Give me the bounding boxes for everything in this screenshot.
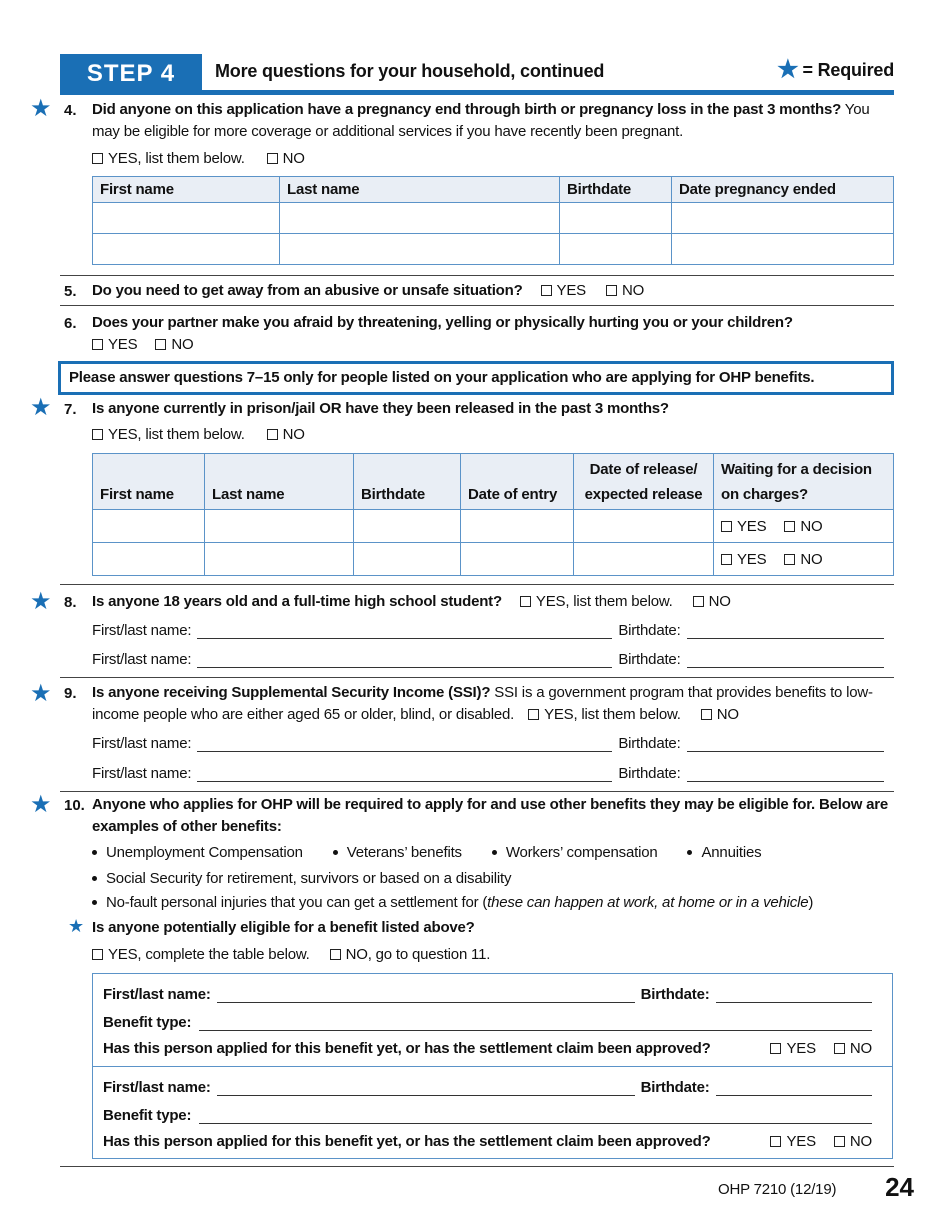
checkbox-icon[interactable] bbox=[267, 429, 278, 440]
row-yes-label: YES bbox=[786, 1133, 816, 1150]
q8-no-label: NO bbox=[708, 593, 731, 610]
checkbox-icon[interactable] bbox=[834, 1136, 845, 1147]
birthdate-label: Birthdate: bbox=[640, 986, 710, 1003]
applied-question: Has this person applied for this benefit yet, or has the settlement claim been approved? bbox=[103, 1040, 711, 1057]
birthdate-label: Birthdate: bbox=[618, 765, 681, 782]
table-row bbox=[93, 203, 894, 234]
q4-yes-option[interactable] bbox=[92, 150, 245, 167]
benefit-applied-row bbox=[103, 1040, 872, 1057]
table-cell[interactable] bbox=[574, 543, 714, 576]
birthdate-field[interactable] bbox=[716, 987, 872, 1003]
birthdate-field[interactable] bbox=[687, 766, 884, 782]
col-last-name: Last name bbox=[205, 454, 354, 510]
name-field[interactable] bbox=[197, 766, 612, 782]
row-no-label: NO bbox=[849, 1133, 872, 1150]
q9-no-option[interactable] bbox=[701, 706, 739, 723]
table-cell[interactable] bbox=[93, 203, 280, 234]
page-title: More questions for your household, continued bbox=[215, 61, 605, 81]
table-row bbox=[93, 510, 894, 543]
question-7-text bbox=[92, 398, 894, 420]
q7-yes-option[interactable] bbox=[92, 426, 245, 443]
birthdate-label: Birthdate: bbox=[618, 622, 681, 639]
benefit-type-field[interactable] bbox=[199, 1015, 872, 1031]
benefit-type-label: Benefit type: bbox=[103, 1014, 192, 1031]
q9-entry-row bbox=[92, 735, 894, 752]
row-yes-option[interactable] bbox=[721, 551, 766, 568]
question-7-number: 7. bbox=[64, 401, 77, 418]
checkbox-icon[interactable] bbox=[693, 596, 704, 607]
birthdate-field[interactable] bbox=[687, 736, 884, 752]
row-no-option[interactable] bbox=[834, 1040, 872, 1057]
table-cell[interactable] bbox=[205, 510, 354, 543]
required-star-icon: ★ bbox=[30, 394, 52, 421]
row-no-option[interactable] bbox=[784, 518, 822, 535]
col-waiting-decision: Waiting for a decision on charges? bbox=[714, 454, 894, 510]
star-icon: ★ bbox=[777, 56, 799, 83]
row-yes-option[interactable] bbox=[721, 518, 766, 535]
benefit-type-label: Benefit type: bbox=[103, 1107, 192, 1124]
table-cell[interactable] bbox=[560, 234, 672, 265]
q9-yes-label: YES, list them below. bbox=[544, 706, 681, 723]
question-6-text bbox=[92, 312, 894, 356]
question-10-sub: Is anyone potentially eligible for a benefit listed above? bbox=[92, 919, 475, 936]
checkbox-icon[interactable] bbox=[92, 153, 103, 164]
list-item: Annuities bbox=[687, 844, 761, 861]
checkbox-icon[interactable] bbox=[784, 521, 795, 532]
row-yes-label: YES bbox=[786, 1040, 816, 1057]
divider bbox=[60, 305, 894, 306]
step-badge: STEP 4 bbox=[60, 54, 202, 94]
q7-no-label: NO bbox=[282, 426, 305, 443]
checkbox-icon[interactable] bbox=[770, 1136, 781, 1147]
col-date-pregnancy-ended: Date pregnancy ended bbox=[672, 177, 894, 203]
list-item: Veterans’ benefits bbox=[333, 844, 462, 861]
table-cell[interactable] bbox=[93, 543, 205, 576]
checkbox-icon[interactable] bbox=[721, 521, 732, 532]
q5-yes-label: YES bbox=[556, 282, 586, 299]
question-4-options bbox=[92, 148, 894, 170]
bullet3-end: ) bbox=[808, 894, 814, 911]
table-cell[interactable] bbox=[354, 543, 461, 576]
bullet3-italic: these can happen at work, at home or in a vehicle bbox=[487, 894, 809, 911]
form-id: OHP 7210 (12/19) bbox=[718, 1181, 837, 1198]
checkbox-icon[interactable] bbox=[541, 285, 552, 296]
col-first-name: First name bbox=[93, 177, 280, 203]
question-9-bold: Is anyone receiving Supplemental Security Income (SSI)? bbox=[92, 684, 491, 701]
question-9-number: 9. bbox=[64, 685, 77, 702]
row-yes-label: YES bbox=[737, 550, 767, 568]
q6-yes-option[interactable] bbox=[92, 336, 137, 353]
col-first-name: First name bbox=[93, 454, 205, 510]
benefit-examples-row1 bbox=[92, 842, 761, 861]
birthdate-label: Birthdate: bbox=[640, 1079, 710, 1096]
q4-no-option[interactable] bbox=[267, 150, 305, 167]
table-cell[interactable] bbox=[354, 510, 461, 543]
question-4-number: 4. bbox=[64, 102, 77, 119]
required-star-icon: ★ bbox=[30, 680, 52, 707]
q6-yes-label: YES bbox=[108, 336, 138, 353]
checkbox-icon[interactable] bbox=[520, 596, 531, 607]
q5-no-option[interactable] bbox=[606, 282, 644, 299]
q7-yes-label: YES, list them below. bbox=[108, 426, 245, 443]
q10-no-option[interactable] bbox=[330, 946, 491, 963]
table-row bbox=[93, 234, 894, 265]
col-date-of-release: Date of release/ expected release bbox=[574, 454, 714, 510]
benefit-type-row bbox=[103, 1014, 872, 1031]
required-legend-label: = Required bbox=[802, 59, 894, 80]
row-no-label: NO bbox=[800, 517, 823, 535]
benefit-name-row bbox=[103, 986, 872, 1003]
benefit-applied-row bbox=[103, 1133, 872, 1150]
row-no-label: NO bbox=[849, 1040, 872, 1057]
question-7-bold: Is anyone currently in prison/jail OR have they been released in the past 3 months? bbox=[92, 400, 669, 417]
decision-cell bbox=[714, 543, 894, 576]
question-4-text bbox=[92, 99, 894, 143]
question-9-rest: SSI is a government program that provides benefits to low-income people who are either aged 65 or older, blind, or disabled. bbox=[92, 684, 873, 723]
row-yes-option[interactable] bbox=[770, 1133, 815, 1150]
pregnancy-table bbox=[92, 176, 894, 265]
q4-yes-label: YES, list them below. bbox=[108, 150, 245, 167]
col-date-of-entry: Date of entry bbox=[461, 454, 574, 510]
benefit-type-field[interactable] bbox=[199, 1108, 872, 1124]
name-field[interactable] bbox=[197, 736, 612, 752]
name-label: First/last name: bbox=[92, 622, 192, 639]
col-birthdate: Birthdate bbox=[354, 454, 461, 510]
question-10-text: Anyone who applies for OHP will be required to apply for and use other benefits they may be eligible for. Below are examples of other benefits: bbox=[92, 796, 889, 835]
benefit-examples-row2 bbox=[92, 868, 511, 887]
q5-no-label: NO bbox=[621, 282, 645, 299]
question-6-number: 6. bbox=[64, 315, 77, 332]
question-5-text bbox=[92, 280, 894, 302]
checkbox-icon[interactable] bbox=[155, 339, 166, 350]
benefit-name-row bbox=[103, 1079, 872, 1096]
question-4-bold: Did anyone on this application have a pregnancy end through birth or pregnancy loss in the past 3 months? bbox=[92, 101, 842, 118]
checkbox-icon[interactable] bbox=[701, 709, 712, 720]
benefit-type-row bbox=[103, 1107, 872, 1124]
checkbox-icon[interactable] bbox=[528, 709, 539, 720]
checkbox-icon[interactable] bbox=[92, 429, 103, 440]
row-yes-option[interactable] bbox=[770, 1040, 815, 1057]
header-divider bbox=[60, 90, 894, 95]
benefit-entry bbox=[93, 1066, 892, 1158]
divider bbox=[60, 275, 894, 276]
question-10-options bbox=[92, 944, 894, 966]
decision-cell bbox=[714, 510, 894, 543]
table-cell[interactable] bbox=[574, 510, 714, 543]
table-cell[interactable] bbox=[93, 234, 280, 265]
benefit-table bbox=[92, 973, 893, 1159]
q8-entry-row bbox=[92, 651, 894, 668]
question-5-bold: Do you need to get away from an abusive or unsafe situation? bbox=[92, 282, 523, 299]
notice-box: Please answer questions 7–15 only for people listed on your application who are applying for OHP benefits. bbox=[58, 361, 894, 395]
divider bbox=[60, 791, 894, 792]
birthdate-field[interactable] bbox=[687, 652, 884, 668]
q10-no-label: NO, go to question 11. bbox=[345, 946, 491, 963]
col-last-name: Last name bbox=[280, 177, 560, 203]
q10-yes-label: YES, complete the table below. bbox=[108, 946, 310, 963]
col-birthdate: Birthdate bbox=[560, 177, 672, 203]
table-cell[interactable] bbox=[205, 543, 354, 576]
row-no-option[interactable] bbox=[834, 1133, 872, 1150]
name-label: First/last name: bbox=[103, 1079, 211, 1096]
name-field[interactable] bbox=[197, 623, 612, 639]
question-9-text bbox=[92, 682, 894, 726]
q9-no-label: NO bbox=[716, 706, 739, 723]
birthdate-label: Birthdate: bbox=[618, 735, 681, 752]
list-item bbox=[92, 894, 813, 911]
name-label: First/last name: bbox=[92, 651, 192, 668]
list-item: Workers’ compensation bbox=[492, 844, 658, 861]
checkbox-icon[interactable] bbox=[834, 1043, 845, 1054]
name-field[interactable] bbox=[217, 987, 635, 1003]
table-cell[interactable] bbox=[280, 203, 560, 234]
row-yes-label: YES bbox=[737, 517, 767, 535]
question-7-options bbox=[92, 424, 894, 446]
page-number: 24 bbox=[885, 1172, 914, 1202]
q8-yes-label: YES, list them below. bbox=[535, 593, 673, 610]
required-legend bbox=[777, 58, 894, 82]
q10-yes-option[interactable] bbox=[92, 946, 310, 963]
list-item: Unemployment Compensation bbox=[92, 844, 303, 861]
list-item: Social Security for retirement, survivors or based on a disability bbox=[92, 870, 511, 887]
checkbox-icon[interactable] bbox=[784, 554, 795, 565]
table-row bbox=[93, 543, 894, 576]
table-cell[interactable] bbox=[672, 203, 894, 234]
table-cell[interactable] bbox=[461, 543, 574, 576]
name-label: First/last name: bbox=[103, 986, 211, 1003]
birthdate-label: Birthdate: bbox=[618, 651, 681, 668]
q6-no-option[interactable] bbox=[155, 336, 193, 353]
checkbox-icon[interactable] bbox=[721, 554, 732, 565]
name-label: First/last name: bbox=[92, 765, 192, 782]
required-star-icon: ★ bbox=[68, 916, 85, 936]
required-star-icon: ★ bbox=[30, 588, 52, 615]
birthdate-field[interactable] bbox=[716, 1080, 872, 1096]
table-cell[interactable] bbox=[280, 234, 560, 265]
row-no-option[interactable] bbox=[784, 551, 822, 568]
question-4-rest: You may be eligible for more coverage or additional services if you have recently been pregnant. bbox=[92, 101, 870, 140]
bullet3-text: No-fault personal injuries that you can get a settlement for ( bbox=[106, 894, 488, 911]
question-8-text bbox=[92, 591, 894, 613]
question-5-number: 5. bbox=[64, 283, 77, 300]
applied-question: Has this person applied for this benefit yet, or has the settlement claim been approved? bbox=[103, 1133, 711, 1150]
question-6-bold: Does your partner make you afraid by threatening, yelling or physically hurting you or your children? bbox=[92, 314, 793, 331]
checkbox-icon[interactable] bbox=[606, 285, 617, 296]
table-cell[interactable] bbox=[93, 510, 205, 543]
name-field[interactable] bbox=[217, 1080, 635, 1096]
q9-yes-option[interactable] bbox=[528, 706, 681, 723]
q9-entry-row bbox=[92, 765, 894, 782]
question-8-number: 8. bbox=[64, 594, 77, 611]
row-no-label: NO bbox=[800, 550, 823, 568]
required-star-icon: ★ bbox=[30, 791, 52, 818]
question-8-bold: Is anyone 18 years old and a full-time high school student? bbox=[92, 593, 502, 610]
name-label: First/last name: bbox=[92, 735, 192, 752]
table-cell[interactable] bbox=[461, 510, 574, 543]
divider bbox=[60, 677, 894, 678]
q4-no-label: NO bbox=[282, 150, 305, 167]
incarceration-table bbox=[92, 453, 894, 576]
required-star-icon: ★ bbox=[30, 95, 52, 122]
divider bbox=[60, 584, 894, 585]
benefit-examples-row3 bbox=[92, 892, 813, 911]
question-10-number: 10. bbox=[64, 797, 85, 814]
checkbox-icon[interactable] bbox=[770, 1043, 781, 1054]
table-cell[interactable] bbox=[560, 203, 672, 234]
q8-no-option[interactable] bbox=[693, 593, 731, 610]
q8-entry-row bbox=[92, 622, 894, 639]
q5-yes-option[interactable] bbox=[541, 282, 586, 299]
q6-no-label: NO bbox=[171, 336, 194, 353]
checkbox-icon[interactable] bbox=[92, 949, 103, 960]
benefit-entry bbox=[93, 974, 892, 1066]
q7-no-option[interactable] bbox=[267, 426, 305, 443]
q8-yes-option[interactable] bbox=[520, 593, 673, 610]
birthdate-field[interactable] bbox=[687, 623, 884, 639]
checkbox-icon[interactable] bbox=[92, 339, 103, 350]
name-field[interactable] bbox=[197, 652, 612, 668]
checkbox-icon[interactable] bbox=[330, 949, 341, 960]
table-cell[interactable] bbox=[672, 234, 894, 265]
question-6-options bbox=[92, 334, 894, 356]
checkbox-icon[interactable] bbox=[267, 153, 278, 164]
footer-divider bbox=[60, 1166, 894, 1167]
